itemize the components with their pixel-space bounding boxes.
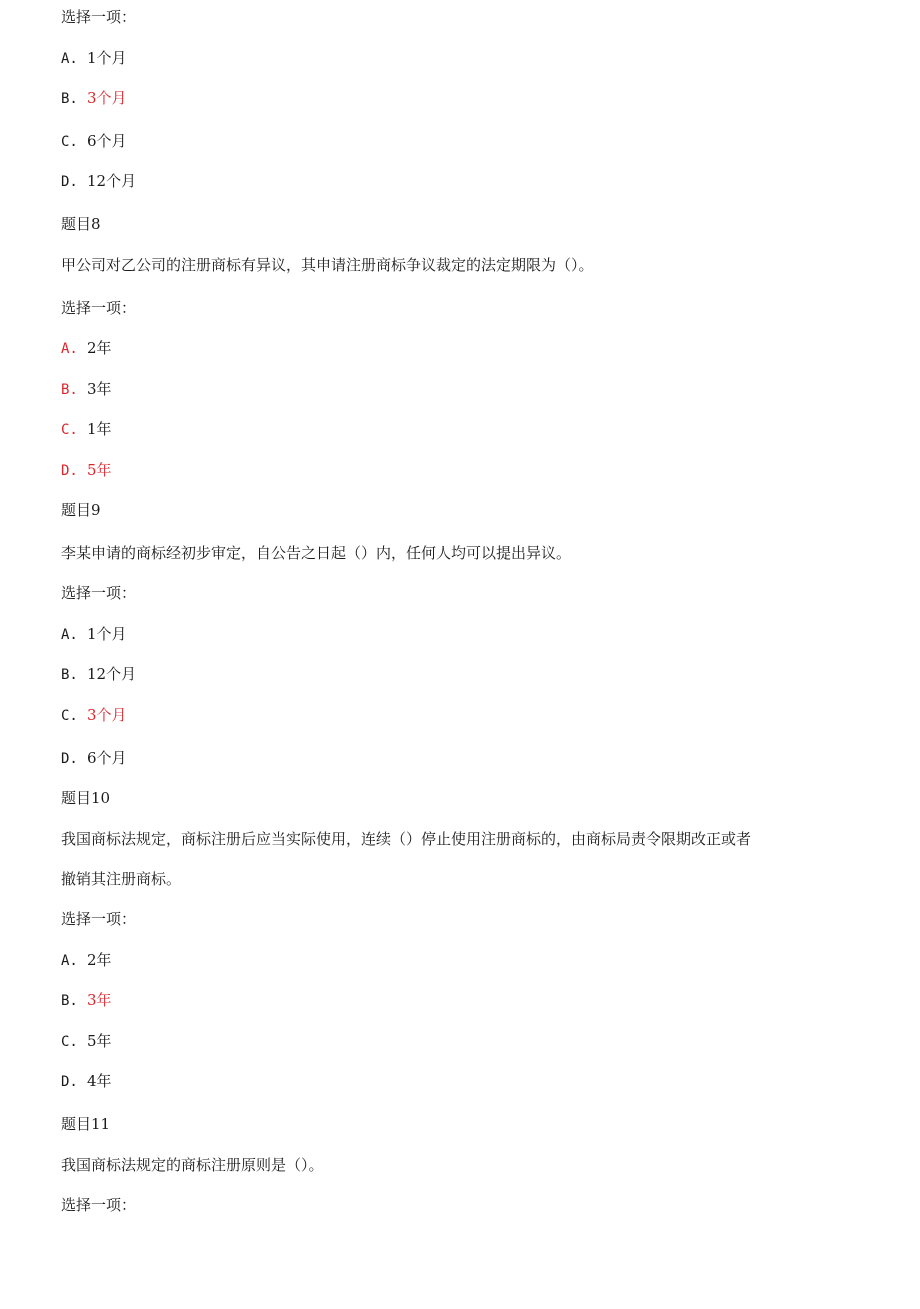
option-letter-answer: A. — [61, 341, 78, 357]
option-a[interactable] — [61, 624, 127, 644]
question-title: 题目9 — [61, 501, 101, 519]
option-letter: B. — [61, 91, 78, 107]
option-c[interactable] — [61, 705, 127, 725]
option-letter: A. — [61, 953, 78, 969]
option-b[interactable] — [61, 88, 127, 108]
option-letter: C. — [61, 134, 78, 150]
option-letter: A. — [61, 51, 78, 67]
option-letter: D. — [61, 174, 78, 190]
option-text: 2年 — [87, 951, 112, 969]
option-b[interactable] — [61, 664, 136, 684]
option-letter: C. — [61, 708, 78, 724]
choose-one-prompt: 选择一项： — [61, 910, 137, 928]
option-text: 2年 — [87, 339, 112, 357]
option-c[interactable] — [61, 1031, 112, 1051]
option-c[interactable] — [61, 419, 112, 439]
option-text-answer: 3个月 — [87, 89, 127, 107]
option-letter: D. — [61, 1074, 78, 1090]
option-letter: B. — [61, 993, 78, 1009]
option-text-answer: 3个月 — [87, 706, 127, 724]
question-title: 题目11 — [61, 1115, 111, 1133]
option-b[interactable] — [61, 990, 112, 1010]
option-d[interactable] — [61, 460, 112, 480]
option-a[interactable] — [61, 950, 112, 970]
option-letter: B. — [61, 667, 78, 683]
option-text-answer: 5年 — [87, 461, 112, 479]
option-c[interactable] — [61, 131, 127, 151]
option-text: 1年 — [87, 420, 112, 438]
choose-one-prompt: 选择一项： — [61, 8, 137, 26]
option-d[interactable] — [61, 748, 127, 768]
question-text-line-1: 我国商标法规定，商标注册后应当实际使用，连续（）停止使用注册商标的，由商标局责令限期改正或者 — [61, 830, 752, 848]
option-d[interactable] — [61, 1071, 112, 1091]
option-letter-answer: D. — [61, 463, 78, 479]
option-letter: D. — [61, 751, 78, 767]
option-letter-answer: B. — [61, 382, 78, 398]
option-letter: C. — [61, 1034, 78, 1050]
option-a[interactable] — [61, 48, 127, 68]
question-text-line-2: 撤销其注册商标。 — [61, 870, 182, 888]
option-text: 6个月 — [87, 132, 127, 150]
option-a[interactable] — [61, 338, 112, 358]
option-text-answer: 3年 — [87, 991, 112, 1009]
option-b[interactable] — [61, 379, 112, 399]
choose-one-prompt: 选择一项： — [61, 1196, 137, 1214]
option-letter-answer: C. — [61, 422, 78, 438]
choose-one-prompt: 选择一项： — [61, 299, 137, 317]
option-d[interactable] — [61, 171, 136, 191]
question-title: 题目8 — [61, 215, 101, 233]
question-text: 我国商标法规定的商标注册原则是（）。 — [61, 1156, 324, 1174]
question-title: 题目10 — [61, 789, 111, 807]
question-text: 甲公司对乙公司的注册商标有异议，其申请注册商标争议裁定的法定期限为（）。 — [61, 256, 594, 274]
option-letter: A. — [61, 627, 78, 643]
option-text: 1个月 — [87, 49, 127, 67]
option-text: 6个月 — [87, 749, 127, 767]
option-text: 5年 — [87, 1032, 112, 1050]
option-text: 4年 — [87, 1072, 112, 1090]
option-text: 3年 — [87, 380, 112, 398]
option-text: 1个月 — [87, 625, 127, 643]
choose-one-prompt: 选择一项： — [61, 584, 137, 602]
option-text: 12个月 — [87, 172, 137, 190]
option-text: 12个月 — [87, 665, 137, 683]
question-text: 李某申请的商标经初步审定，自公告之日起（）内，任何人均可以提出异议。 — [61, 544, 572, 562]
